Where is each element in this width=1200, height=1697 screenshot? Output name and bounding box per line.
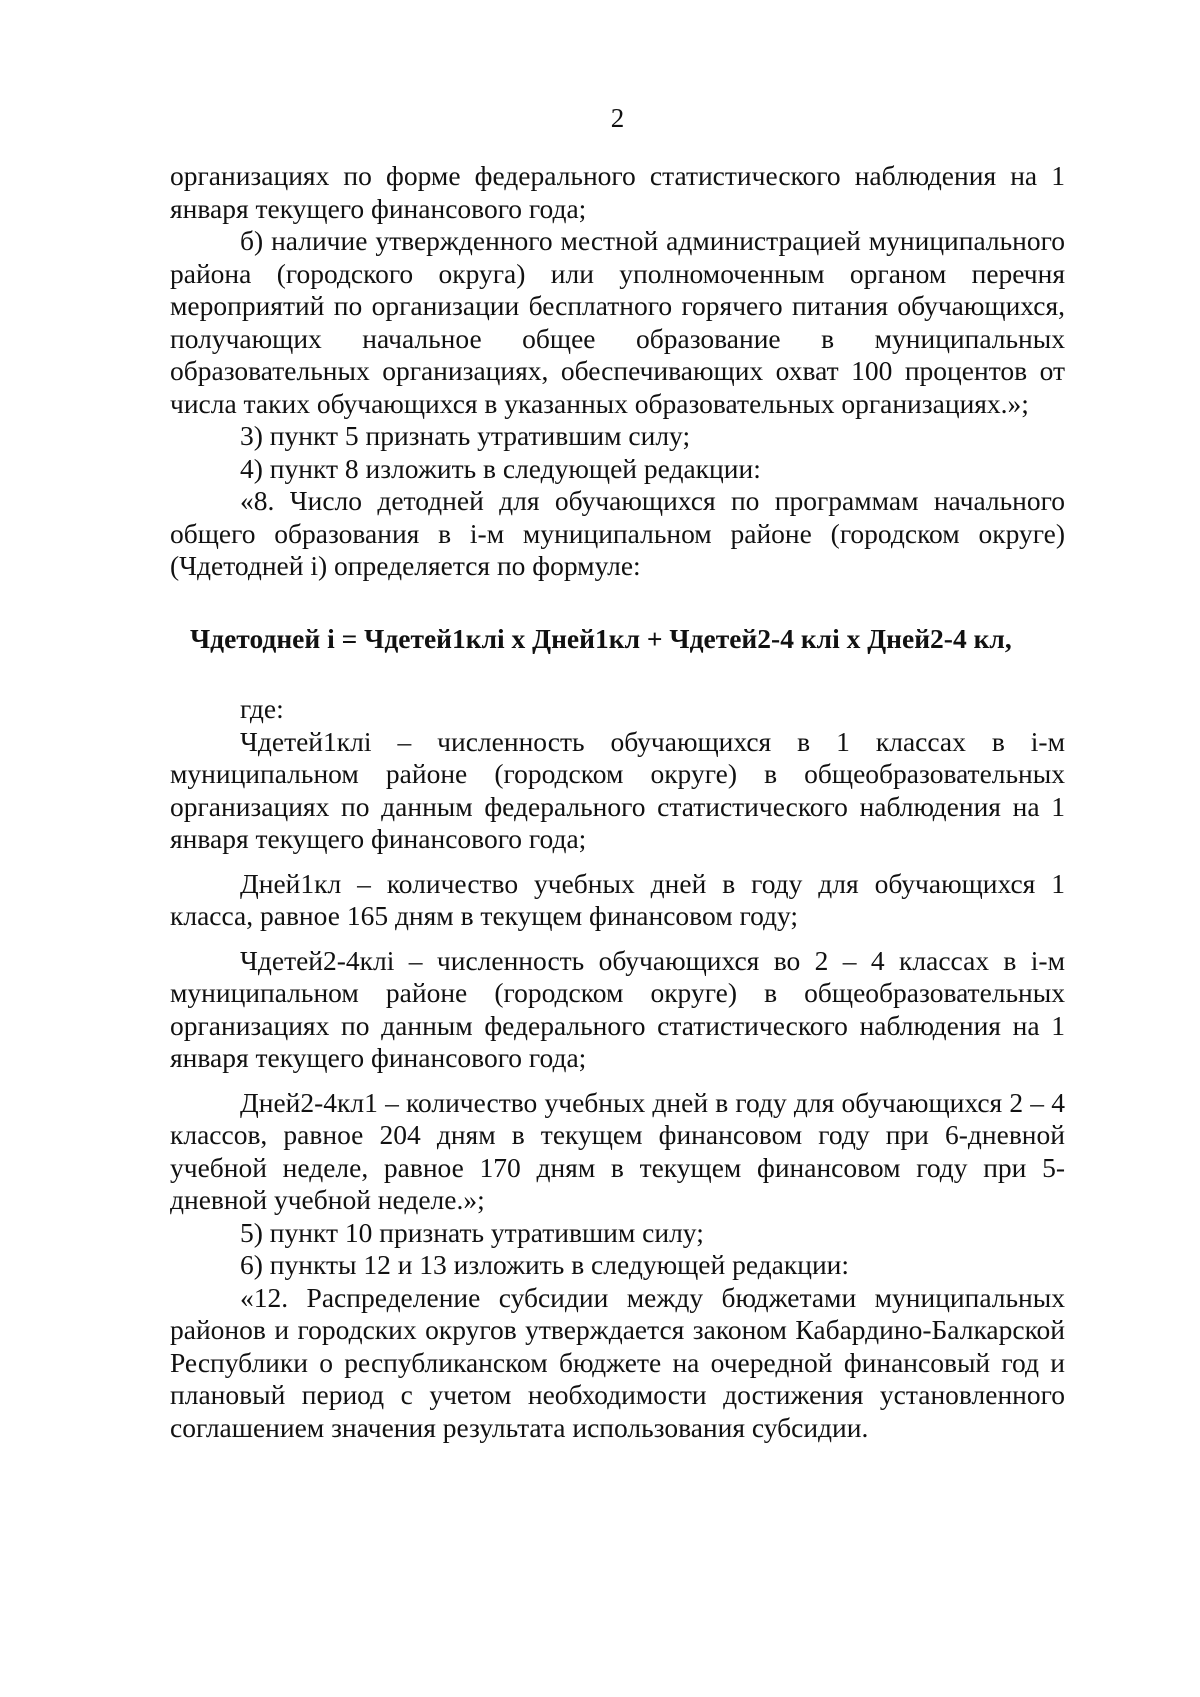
definition-children-grade2-4: Чдетей2-4клi – численность обучающихся во 2 – 4 классах в i-м муниципальном районе (городском округе) в общеобразовательных организациях по данным федерального статистического наблюдения на 1 января текущего финансового года; [170, 944, 1065, 1073]
formula: Чдетодней i = Чдетей1клi х Дней1кл + Чдетей2-4 клi х Дней2-4 кл, [190, 622, 1012, 654]
paragraph-item-b: б) наличие утвержденного местной администрацией муниципального района (городского округа) или уполномоченным органом перечня мероприятий по организации бесплатного горячего питания обучающихся, получающих начальное общее образование в муниципальных образовательных организациях, обеспечивающих охват 100 процентов от числа таких обучающихся в указанных образовательных организациях.»; [170, 225, 1065, 419]
paragraph-item-4: 4) пункт 8 изложить в следующей редакции: [240, 452, 761, 484]
definition-children-grade1: Чдетей1клi – численность обучающихся в 1 классах в i-м муниципальном районе (городском округе) в общеобразовательных организациях по данным федерального статистического наблюдения на 1 января текущего финансового года; [170, 725, 1065, 854]
definition-days-grade1: Дней1кл – количество учебных дней в году для обучающихся 1 класса, равное 165 дням в текущем финансовом году; [170, 867, 1065, 931]
paragraph-item-5: 5) пункт 10 признать утратившим силу; [240, 1216, 704, 1248]
page-number: 2 [610, 103, 625, 133]
definition-days-grade2-4: Дней2-4кл1 – количество учебных дней в году для обучающихся 2 – 4 классов, равное 204 дням в текущем финансовом году при 6-дневной учебной неделе, равное 170 дням в текущем финансовом году при 5-дневной учебной неделе.»; [170, 1086, 1065, 1215]
paragraph-point-12: «12. Распределение субсидии между бюджетами муниципальных районов и городских округов утверждается законом Кабардино-Балкарской Республики о республиканском бюджете на очередной финансовый год и плановый период с учетом необходимости достижения установленного соглашением значения результата использования субсидии. [170, 1281, 1065, 1443]
paragraph-item-6: 6) пункты 12 и 13 изложить в следующей редакции: [240, 1249, 850, 1280]
paragraph-continuation: организациях по форме федерального статистического наблюдения на 1 января текущего финансового года; [170, 160, 1065, 224]
definition-intro: где: [240, 693, 284, 724]
paragraph-item-3: 3) пункт 5 признать утратившим силу; [240, 420, 691, 451]
document-body [170, 160, 1065, 1444]
paragraph-point-8: «8. Число детодней для обучающихся по программам начального общего образования в i-м муниципальном районе (городском округе) (Чдетодней i) определяется по формуле: [170, 485, 1065, 581]
